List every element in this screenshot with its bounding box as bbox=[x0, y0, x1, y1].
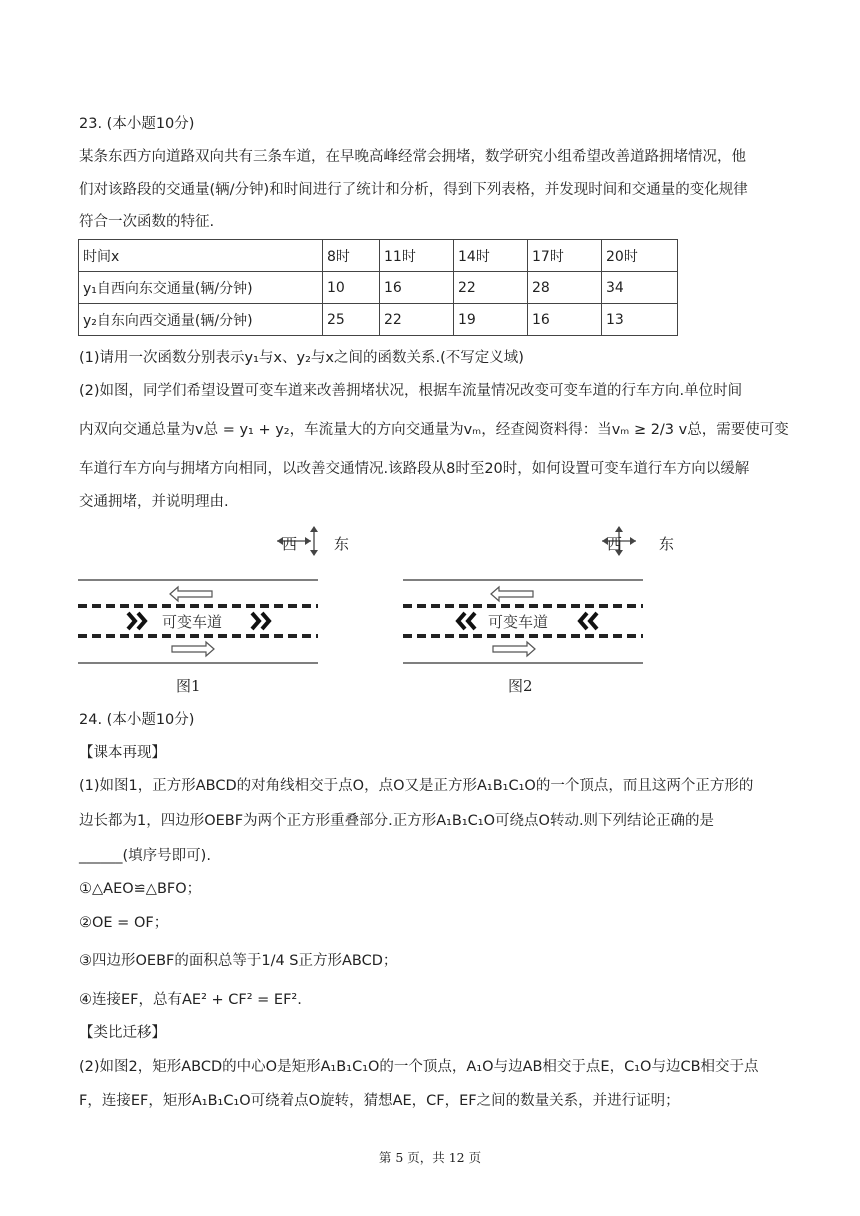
compass-east-label-1: 东 bbox=[334, 535, 350, 553]
figure-2-caption: 图2 bbox=[508, 677, 533, 695]
table-header-row bbox=[79, 240, 678, 272]
table-cell: 16 bbox=[380, 272, 454, 304]
q23-intro-line-2: 们对该路段的交通量(辆/分钟)和时间进行了统计和分析，得到下列表格，并发现时间和交通量的变化规律 bbox=[79, 182, 748, 198]
table-cell: y₁自西向东交通量(辆/分钟) bbox=[79, 272, 323, 304]
table-row bbox=[79, 304, 678, 336]
table-header-cell: 11时 bbox=[380, 240, 454, 272]
q23-intro-line-1: 某条东西方向道路双向共有三条车道，在早晚高峰经常会拥堵，数学研究小组希望改善道路拥堵情况，他 bbox=[79, 149, 746, 165]
q23-part2-line-2: 内双向交通总量为v总 = y₁ + y₂，车流量大的方向交通量为vₘ，经查阅资料得：当vₘ ≥ 2/3 v总，需要使可变 bbox=[79, 422, 789, 438]
compass-west-label-2: 西 bbox=[607, 535, 623, 553]
q24-p1-line-3: ______(填序号即可). bbox=[79, 848, 211, 864]
table-cell: 10 bbox=[323, 272, 380, 304]
table-cell: 25 bbox=[323, 304, 380, 336]
table-row bbox=[79, 272, 678, 304]
q23-intro-line-3: 符合一次函数的特征. bbox=[79, 214, 215, 230]
page-footer: 第 5 页，共 12 页 bbox=[378, 1150, 482, 1165]
compass-east-label-2: 东 bbox=[659, 535, 675, 553]
q24-section-textbook: 【课本再现】 bbox=[79, 745, 166, 761]
table-cell: 19 bbox=[454, 304, 528, 336]
table-cell: 22 bbox=[454, 272, 528, 304]
lane-label-2: 可变车道 bbox=[488, 613, 549, 631]
table-header-cell: 20时 bbox=[602, 240, 678, 272]
q24-section-analogy: 【类比迁移】 bbox=[79, 1025, 166, 1041]
q24-option-3: ③四边形OEBF的面积总等于1/4 S正方形ABCD； bbox=[79, 953, 398, 969]
q24-option-4: ④连接EF，总有AE² + CF² = EF². bbox=[79, 992, 302, 1008]
table-cell: 22 bbox=[380, 304, 454, 336]
table-cell: 34 bbox=[602, 272, 678, 304]
q24-option-2: ②OE = OF； bbox=[79, 915, 169, 931]
q23-part1: (1)请用一次函数分别表示y₁与x、y₂与x之间的函数关系.(不写定义域) bbox=[79, 350, 524, 366]
table-header-cell: 17时 bbox=[528, 240, 602, 272]
q23-header: 23. (本小题10分) bbox=[79, 116, 195, 132]
table-cell: 13 bbox=[602, 304, 678, 336]
compass-west-label-1: 西 bbox=[282, 535, 298, 553]
lane-label-1: 可变车道 bbox=[162, 613, 223, 631]
q24-header: 24. (本小题10分) bbox=[79, 712, 195, 728]
table-header-cell: 时间x bbox=[79, 240, 323, 272]
table-header-cell: 14时 bbox=[454, 240, 528, 272]
q24-p2-line-2: F，连接EF，矩形A₁B₁C₁O可绕着点O旋转，猜想AE，CF，EF之间的数量关系，并进行证明； bbox=[79, 1093, 680, 1109]
figure-1-caption: 图1 bbox=[176, 677, 201, 695]
table-cell: 16 bbox=[528, 304, 602, 336]
table-cell: 28 bbox=[528, 272, 602, 304]
table-cell: y₂自东向西交通量(辆/分钟) bbox=[79, 304, 323, 336]
q23-part2-line-1: (2)如图，同学们希望设置可变车道来改善拥堵状况，根据车流量情况改变可变车道的行车方向.单位时间 bbox=[79, 383, 743, 399]
q23-part2-line-4: 交通拥堵，并说明理由. bbox=[79, 494, 229, 510]
q23-part2-line-3: 车道行车方向与拥堵方向相同，以改善交通情况.该路段从8时至20时，如何设置可变车道行车方向以缓解 bbox=[79, 461, 750, 477]
traffic-table bbox=[78, 239, 678, 336]
table-header-cell: 8时 bbox=[323, 240, 380, 272]
q24-p1-line-2: 边长都为1，四边形OEBF为两个正方形重叠部分.正方形A₁B₁C₁O可绕点O转动.则下列结论正确的是 bbox=[79, 813, 715, 829]
q24-p2-line-1: (2)如图2，矩形ABCD的中心O是矩形A₁B₁C₁O的一个顶点，A₁O与边AB相交于点E，C₁O与边CB相交于点 bbox=[79, 1059, 759, 1075]
q24-option-1: ①△AEO≌△BFO； bbox=[79, 881, 202, 897]
q24-p1-line-1: (1)如图1，正方形ABCD的对角线相交于点O，点O又是正方形A₁B₁C₁O的一个顶点，而且这两个正方形的 bbox=[79, 778, 754, 794]
